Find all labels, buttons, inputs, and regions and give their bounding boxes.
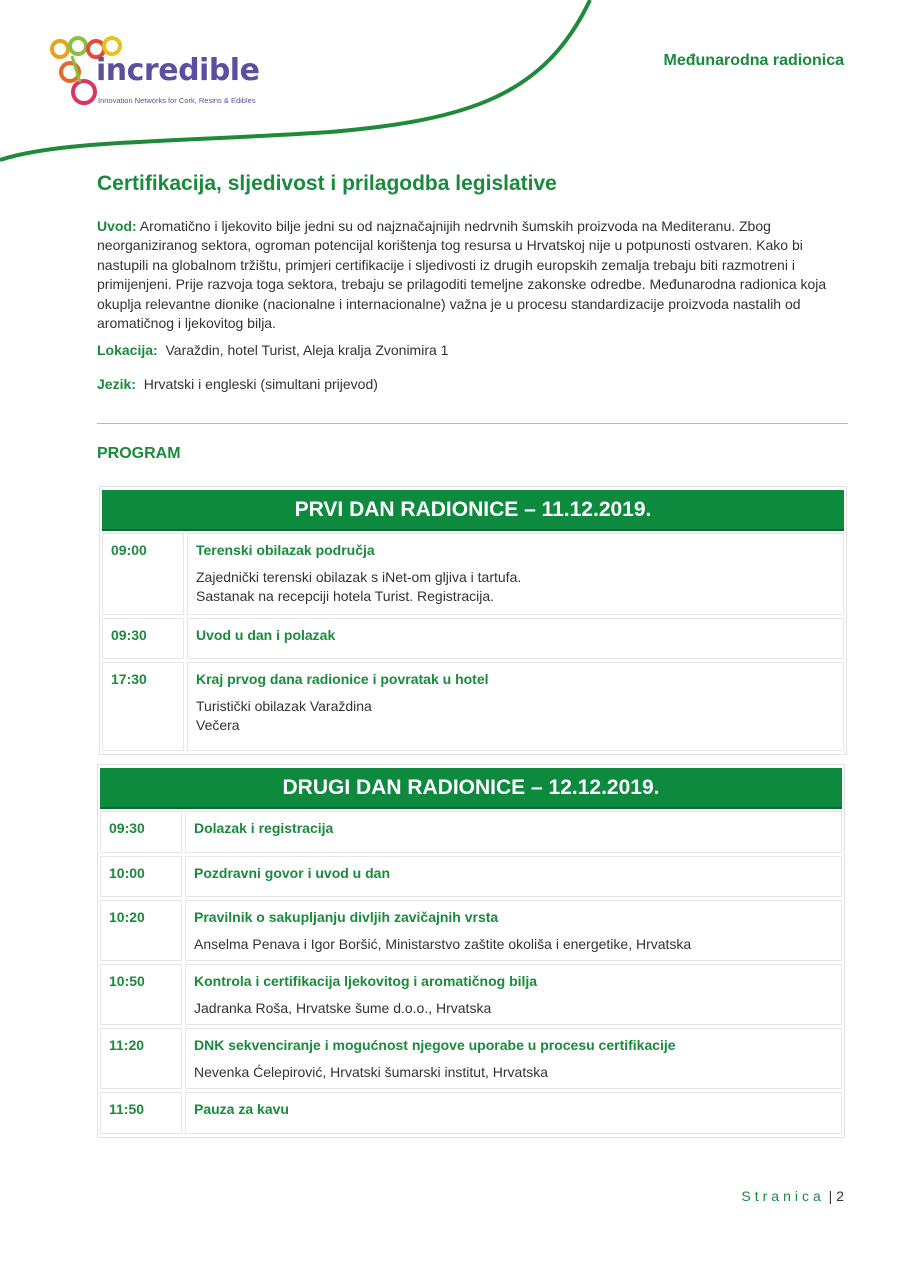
schedule-row [100, 964, 842, 1025]
schedule-time: 10:00 [100, 856, 182, 897]
intro-paragraph [97, 217, 847, 333]
day-two-schedule [97, 764, 845, 1138]
day-one-schedule [99, 486, 847, 755]
schedule-item-title: Terenski obilazak područja [196, 542, 375, 558]
location-label: Lokacija: [97, 342, 158, 358]
description-line: Anselma Penava i Igor Boršić, Ministarstvo zaštite okoliša i energetike, Hrvatska [194, 936, 692, 952]
description-line: Jadranka Roša, Hrvatske šume d.o.o., Hrvatska [194, 1000, 492, 1016]
program-heading: PROGRAM [97, 445, 181, 462]
schedule-item [185, 811, 842, 853]
page-separator: | [828, 1188, 833, 1204]
description-line: Večera [196, 717, 240, 733]
schedule-item [185, 1092, 842, 1134]
page-label: Stranica [741, 1188, 825, 1204]
logo-tagline: Innovation Networks for Cork, Resins & Edibles [98, 96, 256, 105]
schedule-time: 17:30 [102, 662, 184, 751]
schedule-item-title: Pozdravni govor i uvod u dan [194, 865, 391, 881]
description-line: Sastanak na recepciji hotela Turist. Registracija. [196, 588, 495, 604]
page-footer [741, 1188, 844, 1204]
intro-label: Uvod: [97, 218, 137, 234]
schedule-item-description [196, 568, 843, 606]
location-line [97, 342, 448, 358]
language-value: Hrvatski i engleski (simultani prijevod) [143, 376, 378, 392]
description-line: Turistički obilazak Varaždina [196, 698, 372, 714]
schedule-item-title: Dolazak i registracija [194, 820, 334, 836]
schedule-time: 09:30 [100, 811, 182, 853]
schedule-item [187, 662, 844, 751]
logo-wordmark: incredible [96, 53, 260, 88]
page-number: 2 [836, 1188, 844, 1204]
schedule-item-title: Uvod u dan i polazak [196, 627, 336, 643]
schedule-item [185, 900, 842, 961]
schedule-item [187, 618, 844, 659]
schedule-row [100, 900, 842, 961]
intro-text: Aromatično i ljekovito bilje jedni su od najznačajnijih nedrvnih šumskih proizvoda na Mediteranu. Zbog neorganiziranog sektora, ogroman potencijal korištenja tog resursa u Hrvatskoj nije u potpunosti ostvaren. Kako bi nastupili na globalnom tržištu, primjeri certifikacije i sljedivosti iz drugih europskih zemalja trebaju biti razmotreni i primijenjeni. Prije razvoja toga sektora, trebaju se prilagoditi temeljne zakonske odredbe. Međunarodna radionica koja okuplja relevantne dionike (nacionalne i internacionalne) važna je u procesu standardizacije proizvoda nastalih od aromatičnog i ljekovitog bilja. [97, 218, 827, 332]
day-one-header: PRVI DAN RADIONICE – 11.12.2019. [102, 490, 844, 531]
schedule-item-description [194, 935, 841, 954]
schedule-item [185, 1028, 842, 1089]
language-label: Jezik: [97, 376, 136, 392]
schedule-item-title: Kontrola i certifikacija ljekovitog i aromatičnog bilja [194, 973, 538, 989]
schedule-item [185, 964, 842, 1025]
schedule-item-description [194, 999, 841, 1018]
language-line [97, 376, 378, 392]
schedule-item-title: Pravilnik o sakupljanju divljih zavičajnih vrsta [194, 909, 499, 925]
schedule-row [102, 618, 844, 659]
schedule-row [102, 533, 844, 615]
section-divider [97, 423, 848, 424]
description-line: Zajednički terenski obilazak s iNet-om gljiva i tartufa. [196, 569, 522, 585]
schedule-item-title: DNK sekvenciranje i mogućnost njegove uporabe u procesu certifikacije [194, 1037, 676, 1053]
schedule-time: 11:50 [100, 1092, 182, 1134]
schedule-row [102, 662, 844, 751]
schedule-row [100, 856, 842, 897]
schedule-item-description [196, 697, 843, 735]
schedule-row [100, 1092, 842, 1134]
day-two-header: DRUGI DAN RADIONICE – 12.12.2019. [100, 768, 842, 809]
schedule-time: 10:50 [100, 964, 182, 1025]
schedule-row [100, 811, 842, 853]
header-event-label: Međunarodna radionica [663, 52, 844, 69]
page-title: Certifikacija, sljedivost i prilagodba legislative [97, 172, 557, 195]
schedule-time: 11:20 [100, 1028, 182, 1089]
schedule-item [187, 533, 844, 615]
description-line: Nevenka Ćelepirović, Hrvatski šumarski institut, Hrvatska [194, 1064, 548, 1080]
schedule-item-title: Pauza za kavu [194, 1101, 289, 1117]
schedule-time: 10:20 [100, 900, 182, 961]
schedule-time: 09:00 [102, 533, 184, 615]
schedule-row [100, 1028, 842, 1089]
schedule-time: 09:30 [102, 618, 184, 659]
schedule-item-description [194, 1063, 841, 1082]
schedule-item [185, 856, 842, 897]
schedule-item-title: Kraj prvog dana radionice i povratak u hotel [196, 671, 489, 687]
location-value: Varaždin, hotel Turist, Aleja kralja Zvonimira 1 [165, 342, 449, 358]
